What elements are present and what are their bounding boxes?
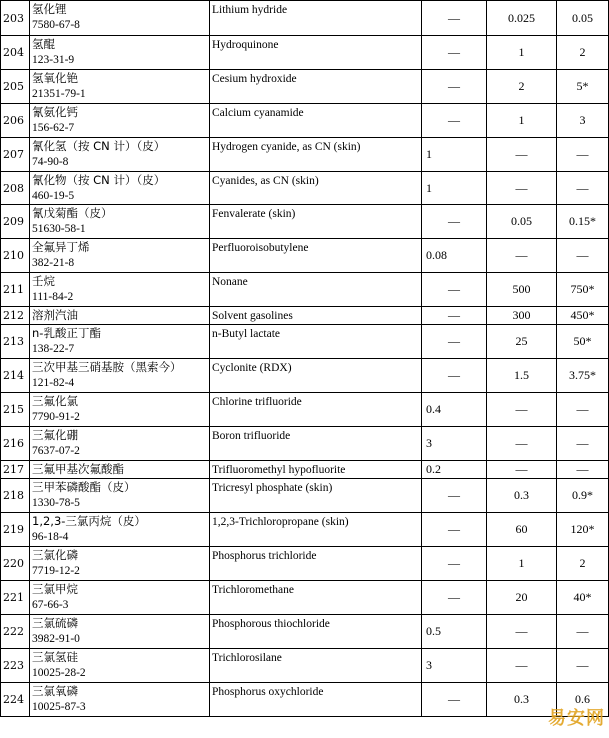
cas-number: 7790-91-2 [32,411,80,423]
chinese-name-cell [30,307,210,325]
table-row [1,325,609,359]
table-row [1,172,609,205]
table-row [1,138,609,172]
watermark-logo: 易安网 [548,708,605,729]
chinese-name-cell [30,70,210,104]
row-number: 224 [1,683,30,717]
row-number: 208 [1,172,30,205]
table-row [1,547,609,581]
value-cell-2: — [487,393,557,427]
table-row [1,359,609,393]
value-cell-1: — [422,104,487,138]
chinese-name: 三甲苯磷酸酯（皮） [32,480,136,494]
chinese-name-cell [30,479,210,513]
cas-number: 123-31-9 [32,54,75,66]
value-cell-2: — [487,239,557,273]
english-name: Calcium cyanamide [210,104,422,138]
table-row [1,581,609,615]
cas-number: 67-66-3 [32,599,69,611]
row-number: 220 [1,547,30,581]
value-cell-3: 0.15* [557,205,609,239]
english-name: Cyanides, as CN (skin) [210,172,422,205]
value-cell-1: — [422,1,487,36]
chinese-name: 氰化氢（按 CN 计）（皮） [32,139,166,153]
chinese-name-cell [30,239,210,273]
chinese-name-cell [30,36,210,70]
value-cell-3: — [557,427,609,461]
table-row [1,104,609,138]
value-cell-3: 120* [557,513,609,547]
chinese-name: 三氯氧磷 [32,684,78,698]
value-cell-2: 25 [487,325,557,359]
value-cell-3: 2 [557,36,609,70]
value-cell-2: — [487,172,557,205]
chinese-name-cell [30,649,210,683]
value-cell-1: — [422,581,487,615]
value-cell-2: 0.025 [487,1,557,36]
chinese-name: 三氯化磷 [32,548,78,562]
value-cell-2: 0.3 [487,479,557,513]
english-name: Phosphorus oxychloride [210,683,422,717]
english-name: Fenvalerate (skin) [210,205,422,239]
value-cell-1: 3 [422,649,487,683]
row-number: 214 [1,359,30,393]
chinese-name: 氰戊菊酯（皮） [32,206,113,220]
chinese-name-cell [30,615,210,649]
chinese-name: 氰氨化钙 [32,105,78,119]
row-number: 206 [1,104,30,138]
row-number: 223 [1,649,30,683]
row-number: 209 [1,205,30,239]
row-number: 204 [1,36,30,70]
chinese-name-cell [30,172,210,205]
table-row [1,683,609,717]
chinese-name: 三氯甲烷 [32,582,78,596]
table-row [1,205,609,239]
row-number: 213 [1,325,30,359]
value-cell-1: 0.4 [422,393,487,427]
chinese-name: 氰化物（按 CN 计）（皮） [32,173,166,187]
value-cell-2: 2 [487,70,557,104]
table-row [1,36,609,70]
chinese-name-cell [30,273,210,307]
row-number: 221 [1,581,30,615]
table-row [1,273,609,307]
chinese-name-cell [30,461,210,479]
chinese-name-cell [30,325,210,359]
value-cell-1: 3 [422,427,487,461]
chinese-name: n-乳酸正丁酯 [32,326,101,340]
value-cell-1: 1 [422,172,487,205]
cas-number: 51630-58-1 [32,223,86,235]
value-cell-1: — [422,205,487,239]
row-number: 211 [1,273,30,307]
chinese-name-cell [30,138,210,172]
english-name: Nonane [210,273,422,307]
value-cell-3: 450* [557,307,609,325]
value-cell-3: — [557,172,609,205]
value-cell-2: 0.05 [487,205,557,239]
english-name: Trichlorosilane [210,649,422,683]
english-name: Trichloromethane [210,581,422,615]
value-cell-2: 1 [487,36,557,70]
chinese-name-cell [30,581,210,615]
chinese-name: 三氟化氯 [32,394,78,408]
value-cell-3: 0.9* [557,479,609,513]
cas-number: 156-62-7 [32,122,75,134]
row-number: 217 [1,461,30,479]
value-cell-2: 0.3 [487,683,557,717]
row-number: 218 [1,479,30,513]
row-number: 205 [1,70,30,104]
value-cell-2: 1 [487,547,557,581]
value-cell-1: — [422,273,487,307]
chinese-name-cell [30,393,210,427]
english-name: Perfluoroisobutylene [210,239,422,273]
value-cell-3: — [557,393,609,427]
english-name: Hydrogen cyanide, as CN (skin) [210,138,422,172]
table-row [1,513,609,547]
value-cell-1: — [422,683,487,717]
row-number: 210 [1,239,30,273]
cas-number: 111-84-2 [32,291,74,303]
english-name: 1,2,3-Trichloropropane (skin) [210,513,422,547]
value-cell-3: 40* [557,581,609,615]
cas-number: 10025-28-2 [32,667,86,679]
value-cell-2: — [487,138,557,172]
cas-number: 1330-78-5 [32,497,80,509]
value-cell-3: 750* [557,273,609,307]
chinese-name-cell [30,205,210,239]
row-number: 219 [1,513,30,547]
value-cell-3: — [557,239,609,273]
value-cell-1: — [422,325,487,359]
value-cell-1: — [422,70,487,104]
row-number: 203 [1,1,30,36]
table-row [1,461,609,479]
table-row [1,615,609,649]
english-name: Solvent gasolines [210,307,422,325]
chinese-name-cell [30,427,210,461]
value-cell-2: 500 [487,273,557,307]
value-cell-3: 3.75* [557,359,609,393]
value-cell-3: 5* [557,70,609,104]
english-name: Tricresyl phosphate (skin) [210,479,422,513]
value-cell-3: — [557,615,609,649]
value-cell-1: 0.5 [422,615,487,649]
chinese-name-cell [30,513,210,547]
cas-number: 121-82-4 [32,377,75,389]
table-row [1,427,609,461]
english-name: Boron trifluoride [210,427,422,461]
chinese-name: 溶剂汽油 [32,308,78,322]
value-cell-1: 0.2 [422,461,487,479]
cas-number: 382-21-8 [32,257,75,269]
table-row [1,393,609,427]
row-number: 215 [1,393,30,427]
row-number: 216 [1,427,30,461]
chinese-name: 三氯氢硅 [32,650,78,664]
english-name: Phosphorous thiochloride [210,615,422,649]
english-name: Trifluoromethyl hypofluorite [210,461,422,479]
chinese-name: 三次甲基三硝基胺（黑索今） [32,360,182,374]
cas-number: 96-18-4 [32,531,69,543]
value-cell-3: 0.05 [557,1,609,36]
table-row [1,70,609,104]
cas-number: 21351-79-1 [32,88,86,100]
cas-number: 138-22-7 [32,343,75,355]
row-number: 207 [1,138,30,172]
english-name: Phosphorus trichloride [210,547,422,581]
value-cell-2: 1 [487,104,557,138]
value-cell-1: — [422,547,487,581]
value-cell-1: — [422,359,487,393]
table-row [1,307,609,325]
value-cell-3: 50* [557,325,609,359]
cas-number: 74-90-8 [32,156,69,168]
value-cell-2: — [487,461,557,479]
chinese-name-cell [30,359,210,393]
english-name: Chlorine trifluoride [210,393,422,427]
chinese-name: 氢醌 [32,37,55,51]
table-row [1,649,609,683]
value-cell-1: — [422,479,487,513]
chinese-name-cell [30,547,210,581]
chinese-name-cell [30,1,210,36]
row-number: 222 [1,615,30,649]
cas-number: 7719-12-2 [32,565,80,577]
english-name: n-Butyl lactate [210,325,422,359]
chinese-name: 三氯硫磷 [32,616,78,630]
value-cell-2: — [487,649,557,683]
value-cell-2: 300 [487,307,557,325]
cas-number: 7580-67-8 [32,19,80,31]
value-cell-1: — [422,36,487,70]
cas-number: 3982-91-0 [32,633,80,645]
value-cell-1: — [422,307,487,325]
value-cell-2: — [487,427,557,461]
value-cell-3: — [557,649,609,683]
table-row [1,239,609,273]
value-cell-2: 20 [487,581,557,615]
value-cell-3: 2 [557,547,609,581]
table-row [1,1,609,36]
cas-number: 7637-07-2 [32,445,80,457]
cas-number: 10025-87-3 [32,701,86,713]
chinese-name-cell [30,104,210,138]
row-number: 212 [1,307,30,325]
chinese-name: 壬烷 [32,274,55,288]
chinese-name-cell [30,683,210,717]
value-cell-3: 3 [557,104,609,138]
chinese-name: 全氟异丁烯 [32,240,90,254]
value-cell-1: 1 [422,138,487,172]
table-row [1,479,609,513]
table-body [1,1,609,717]
value-cell-2: 1.5 [487,359,557,393]
chinese-name: 氢化锂 [32,2,67,16]
english-name: Cyclonite (RDX) [210,359,422,393]
chinese-name: 三氟化硼 [32,428,78,442]
chinese-name: 三氟甲基次氟酸酯 [32,462,124,476]
value-cell-2: 60 [487,513,557,547]
value-cell-3: — [557,138,609,172]
english-name: Hydroquinone [210,36,422,70]
english-name: Cesium hydroxide [210,70,422,104]
value-cell-2: — [487,615,557,649]
cas-number: 460-19-5 [32,190,75,202]
value-cell-1: — [422,513,487,547]
english-name: Lithium hydride [210,1,422,36]
chinese-name: 1,2,3-三氯丙烷（皮） [32,514,146,528]
chinese-name: 氢氧化铯 [32,71,78,85]
value-cell-3: — [557,461,609,479]
value-cell-3: 0.6 [557,683,609,717]
value-cell-1: 0.08 [422,239,487,273]
